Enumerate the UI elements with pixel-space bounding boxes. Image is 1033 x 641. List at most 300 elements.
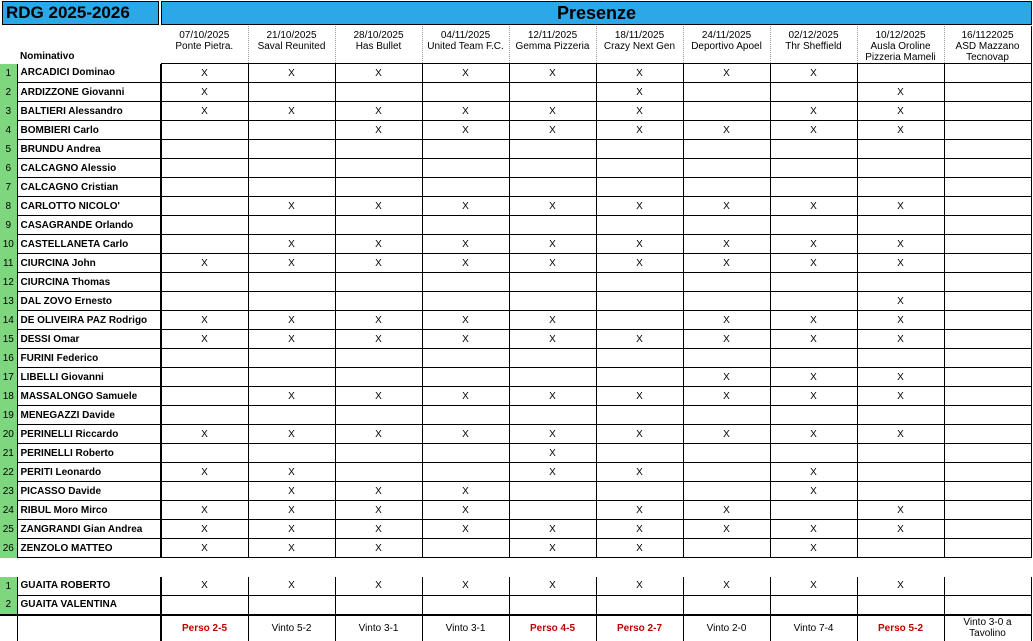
attendance-cell[interactable]	[857, 159, 944, 178]
attendance-cell[interactable]	[422, 292, 509, 311]
attendance-cell[interactable]	[161, 235, 248, 254]
attendance-cell[interactable]: X	[509, 577, 596, 596]
attendance-cell[interactable]: X	[770, 577, 857, 596]
attendance-cell[interactable]: X	[770, 330, 857, 349]
attendance-cell[interactable]: X	[857, 501, 944, 520]
attendance-cell[interactable]: X	[596, 387, 683, 406]
attendance-cell[interactable]	[683, 406, 770, 425]
attendance-cell[interactable]	[944, 425, 1031, 444]
attendance-cell[interactable]: X	[335, 539, 422, 558]
attendance-cell[interactable]	[944, 406, 1031, 425]
row-number[interactable]: 14	[0, 311, 17, 330]
attendance-cell[interactable]: X	[683, 311, 770, 330]
attendance-cell[interactable]: X	[770, 197, 857, 216]
attendance-cell[interactable]	[944, 292, 1031, 311]
attendance-cell[interactable]	[944, 216, 1031, 235]
match-header-cell[interactable]	[422, 26, 509, 64]
attendance-cell[interactable]	[683, 349, 770, 368]
row-number[interactable]: 5	[0, 140, 17, 159]
attendance-cell[interactable]: X	[596, 425, 683, 444]
player-name[interactable]: PERINELLI Roberto	[17, 444, 160, 463]
attendance-cell[interactable]	[509, 482, 596, 501]
attendance-cell[interactable]: X	[857, 520, 944, 539]
attendance-cell[interactable]: X	[770, 64, 857, 83]
attendance-cell[interactable]: X	[509, 425, 596, 444]
attendance-cell[interactable]	[683, 140, 770, 159]
attendance-cell[interactable]: X	[683, 425, 770, 444]
attendance-cell[interactable]	[248, 159, 335, 178]
attendance-cell[interactable]	[335, 596, 422, 615]
row-number[interactable]: 19	[0, 406, 17, 425]
attendance-cell[interactable]	[422, 140, 509, 159]
attendance-cell[interactable]	[248, 349, 335, 368]
attendance-cell[interactable]	[944, 159, 1031, 178]
attendance-cell[interactable]	[770, 83, 857, 102]
attendance-cell[interactable]: X	[509, 235, 596, 254]
attendance-cell[interactable]: X	[509, 444, 596, 463]
attendance-cell[interactable]: X	[683, 64, 770, 83]
attendance-cell[interactable]	[248, 444, 335, 463]
attendance-cell[interactable]: X	[770, 463, 857, 482]
attendance-cell[interactable]	[422, 273, 509, 292]
attendance-cell[interactable]: X	[335, 330, 422, 349]
attendance-cell[interactable]	[683, 482, 770, 501]
match-result[interactable]: Perso 2-7	[596, 615, 683, 641]
attendance-cell[interactable]: X	[509, 121, 596, 140]
row-number[interactable]: 4	[0, 121, 17, 140]
empty-cell[interactable]	[17, 615, 160, 641]
attendance-cell[interactable]	[944, 178, 1031, 197]
attendance-cell[interactable]	[944, 387, 1031, 406]
attendance-cell[interactable]	[683, 216, 770, 235]
attendance-cell[interactable]: X	[770, 539, 857, 558]
attendance-cell[interactable]: X	[770, 368, 857, 387]
attendance-cell[interactable]	[335, 159, 422, 178]
attendance-cell[interactable]: X	[857, 102, 944, 121]
attendance-cell[interactable]: X	[770, 254, 857, 273]
attendance-cell[interactable]	[509, 83, 596, 102]
row-number[interactable]: 12	[0, 273, 17, 292]
attendance-cell[interactable]: X	[335, 311, 422, 330]
match-result[interactable]: Perso 2-5	[161, 615, 248, 641]
attendance-cell[interactable]: X	[857, 83, 944, 102]
player-name[interactable]: BRUNDU Andrea	[17, 140, 160, 159]
attendance-cell[interactable]: X	[596, 121, 683, 140]
match-result[interactable]: Perso 5-2	[857, 615, 944, 641]
attendance-cell[interactable]	[509, 292, 596, 311]
attendance-cell[interactable]: X	[596, 197, 683, 216]
attendance-cell[interactable]: X	[161, 311, 248, 330]
attendance-cell[interactable]	[944, 463, 1031, 482]
attendance-cell[interactable]: X	[770, 482, 857, 501]
attendance-cell[interactable]: X	[509, 387, 596, 406]
row-number[interactable]: 21	[0, 444, 17, 463]
match-result[interactable]: Perso 4-5	[509, 615, 596, 641]
attendance-cell[interactable]	[422, 463, 509, 482]
attendance-cell[interactable]	[857, 273, 944, 292]
attendance-cell[interactable]	[248, 596, 335, 615]
row-number[interactable]: 2	[0, 596, 17, 615]
row-number[interactable]: 7	[0, 178, 17, 197]
attendance-cell[interactable]: X	[422, 577, 509, 596]
attendance-cell[interactable]: X	[683, 197, 770, 216]
attendance-cell[interactable]	[770, 501, 857, 520]
empty-cell[interactable]	[0, 615, 17, 641]
attendance-cell[interactable]	[509, 140, 596, 159]
attendance-cell[interactable]: X	[596, 83, 683, 102]
empty-cell[interactable]	[161, 558, 248, 577]
attendance-cell[interactable]: X	[422, 425, 509, 444]
attendance-cell[interactable]	[944, 330, 1031, 349]
player-name[interactable]: CALCAGNO Cristian	[17, 178, 160, 197]
player-name[interactable]: ZANGRANDI Gian Andrea	[17, 520, 160, 539]
attendance-cell[interactable]: X	[422, 501, 509, 520]
player-name[interactable]: LIBELLI Giovanni	[17, 368, 160, 387]
attendance-cell[interactable]	[770, 596, 857, 615]
row-number[interactable]: 13	[0, 292, 17, 311]
attendance-cell[interactable]: X	[248, 311, 335, 330]
attendance-cell[interactable]	[161, 197, 248, 216]
row-number[interactable]: 11	[0, 254, 17, 273]
attendance-cell[interactable]	[422, 368, 509, 387]
attendance-cell[interactable]: X	[770, 102, 857, 121]
attendance-cell[interactable]: X	[161, 577, 248, 596]
attendance-cell[interactable]: X	[770, 387, 857, 406]
attendance-cell[interactable]: X	[335, 64, 422, 83]
attendance-cell[interactable]	[944, 64, 1031, 83]
attendance-cell[interactable]	[596, 482, 683, 501]
attendance-cell[interactable]	[248, 83, 335, 102]
attendance-cell[interactable]	[161, 159, 248, 178]
attendance-cell[interactable]	[944, 501, 1031, 520]
attendance-cell[interactable]	[248, 406, 335, 425]
match-result[interactable]: Vinto 3-1	[422, 615, 509, 641]
attendance-cell[interactable]	[857, 349, 944, 368]
row-number[interactable]: 16	[0, 349, 17, 368]
player-name[interactable]: DE OLIVEIRA PAZ Rodrigo	[17, 311, 160, 330]
attendance-cell[interactable]: X	[422, 254, 509, 273]
attendance-cell[interactable]	[509, 349, 596, 368]
player-name[interactable]: MENEGAZZI Davide	[17, 406, 160, 425]
attendance-cell[interactable]: X	[248, 520, 335, 539]
attendance-cell[interactable]	[944, 235, 1031, 254]
attendance-cell[interactable]	[596, 368, 683, 387]
attendance-cell[interactable]: X	[335, 254, 422, 273]
attendance-cell[interactable]	[422, 178, 509, 197]
empty-cell[interactable]	[683, 558, 770, 577]
attendance-cell[interactable]: X	[335, 121, 422, 140]
attendance-cell[interactable]: X	[857, 121, 944, 140]
attendance-cell[interactable]: X	[422, 235, 509, 254]
row-number[interactable]: 22	[0, 463, 17, 482]
attendance-cell[interactable]: X	[248, 197, 335, 216]
match-header-cell[interactable]	[596, 26, 683, 64]
attendance-cell[interactable]: X	[683, 520, 770, 539]
attendance-cell[interactable]	[944, 482, 1031, 501]
attendance-cell[interactable]: X	[335, 482, 422, 501]
attendance-cell[interactable]: X	[248, 501, 335, 520]
attendance-cell[interactable]	[857, 140, 944, 159]
row-number[interactable]: 2	[0, 83, 17, 102]
row-number[interactable]: 17	[0, 368, 17, 387]
match-result[interactable]: Vinto 5-2	[248, 615, 335, 641]
attendance-cell[interactable]: X	[335, 520, 422, 539]
player-name[interactable]: MASSALONGO Samuele	[17, 387, 160, 406]
row-number[interactable]: 6	[0, 159, 17, 178]
player-name[interactable]: DESSI Omar	[17, 330, 160, 349]
attendance-cell[interactable]	[161, 444, 248, 463]
attendance-cell[interactable]: X	[248, 235, 335, 254]
attendance-cell[interactable]	[683, 444, 770, 463]
attendance-cell[interactable]: X	[683, 577, 770, 596]
attendance-cell[interactable]	[770, 406, 857, 425]
attendance-cell[interactable]	[335, 83, 422, 102]
attendance-cell[interactable]: X	[248, 539, 335, 558]
attendance-cell[interactable]	[857, 64, 944, 83]
attendance-cell[interactable]: X	[857, 368, 944, 387]
attendance-cell[interactable]: X	[161, 254, 248, 273]
attendance-cell[interactable]: X	[161, 102, 248, 121]
attendance-cell[interactable]: X	[161, 539, 248, 558]
attendance-cell[interactable]: X	[509, 197, 596, 216]
attendance-cell[interactable]: X	[335, 387, 422, 406]
row-number[interactable]: 25	[0, 520, 17, 539]
attendance-cell[interactable]	[857, 482, 944, 501]
attendance-cell[interactable]	[857, 539, 944, 558]
attendance-cell[interactable]	[248, 140, 335, 159]
attendance-cell[interactable]	[857, 216, 944, 235]
attendance-cell[interactable]	[944, 102, 1031, 121]
attendance-cell[interactable]: X	[509, 539, 596, 558]
player-name[interactable]: CASAGRANDE Orlando	[17, 216, 160, 235]
attendance-cell[interactable]	[596, 159, 683, 178]
match-header-cell[interactable]	[161, 26, 248, 64]
attendance-cell[interactable]: X	[422, 482, 509, 501]
attendance-cell[interactable]	[944, 83, 1031, 102]
attendance-cell[interactable]: X	[509, 102, 596, 121]
attendance-cell[interactable]	[857, 444, 944, 463]
attendance-cell[interactable]: X	[857, 330, 944, 349]
player-name[interactable]: RIBUL Moro Mirco	[17, 501, 160, 520]
player-name[interactable]: PERITI Leonardo	[17, 463, 160, 482]
attendance-cell[interactable]: X	[509, 311, 596, 330]
attendance-cell[interactable]	[509, 159, 596, 178]
row-number[interactable]: 9	[0, 216, 17, 235]
attendance-cell[interactable]: X	[422, 102, 509, 121]
attendance-cell[interactable]	[161, 368, 248, 387]
attendance-cell[interactable]: X	[161, 64, 248, 83]
attendance-cell[interactable]	[509, 596, 596, 615]
attendance-cell[interactable]	[509, 406, 596, 425]
row-number[interactable]: 1	[0, 64, 17, 83]
player-name[interactable]: PICASSO Davide	[17, 482, 160, 501]
attendance-cell[interactable]	[857, 178, 944, 197]
attendance-cell[interactable]: X	[596, 254, 683, 273]
attendance-cell[interactable]: X	[248, 463, 335, 482]
attendance-cell[interactable]	[944, 254, 1031, 273]
attendance-cell[interactable]	[683, 596, 770, 615]
attendance-cell[interactable]	[422, 349, 509, 368]
attendance-cell[interactable]	[335, 178, 422, 197]
sheet-title[interactable]: RDG 2025-2026	[2, 1, 159, 25]
attendance-cell[interactable]	[596, 292, 683, 311]
attendance-cell[interactable]	[683, 159, 770, 178]
attendance-cell[interactable]	[683, 102, 770, 121]
attendance-cell[interactable]	[248, 368, 335, 387]
row-number[interactable]: 23	[0, 482, 17, 501]
attendance-cell[interactable]	[944, 121, 1031, 140]
empty-cell[interactable]	[596, 558, 683, 577]
attendance-cell[interactable]	[335, 463, 422, 482]
player-name[interactable]: GUAITA VALENTINA	[17, 596, 160, 615]
player-name[interactable]: DAL ZOVO Ernesto	[17, 292, 160, 311]
attendance-cell[interactable]	[596, 140, 683, 159]
attendance-cell[interactable]	[770, 349, 857, 368]
match-result[interactable]: Vinto 7-4	[770, 615, 857, 641]
match-header-cell[interactable]	[683, 26, 770, 64]
attendance-cell[interactable]: X	[770, 425, 857, 444]
attendance-cell[interactable]: X	[857, 311, 944, 330]
match-header-cell[interactable]	[770, 26, 857, 64]
attendance-cell[interactable]	[509, 273, 596, 292]
match-header-cell[interactable]	[335, 26, 422, 64]
attendance-cell[interactable]: X	[335, 102, 422, 121]
attendance-cell[interactable]	[509, 178, 596, 197]
match-header-cell[interactable]	[857, 26, 944, 64]
attendance-cell[interactable]: X	[248, 330, 335, 349]
attendance-cell[interactable]: X	[596, 577, 683, 596]
attendance-cell[interactable]	[596, 216, 683, 235]
player-name[interactable]: CASTELLANETA Carlo	[17, 235, 160, 254]
attendance-cell[interactable]: X	[683, 387, 770, 406]
attendance-cell[interactable]: X	[683, 235, 770, 254]
attendance-cell[interactable]	[422, 83, 509, 102]
header-num-cell[interactable]	[0, 26, 17, 64]
attendance-cell[interactable]	[683, 83, 770, 102]
attendance-cell[interactable]	[248, 178, 335, 197]
attendance-cell[interactable]: X	[248, 254, 335, 273]
attendance-cell[interactable]	[596, 406, 683, 425]
attendance-cell[interactable]: X	[596, 520, 683, 539]
attendance-cell[interactable]	[161, 292, 248, 311]
match-header-cell[interactable]	[944, 26, 1031, 64]
row-number[interactable]: 8	[0, 197, 17, 216]
attendance-cell[interactable]: X	[857, 197, 944, 216]
attendance-cell[interactable]	[596, 444, 683, 463]
attendance-cell[interactable]: X	[770, 311, 857, 330]
attendance-cell[interactable]	[944, 311, 1031, 330]
attendance-cell[interactable]: X	[161, 501, 248, 520]
player-name[interactable]: FURINI Federico	[17, 349, 160, 368]
attendance-cell[interactable]: X	[335, 235, 422, 254]
attendance-cell[interactable]	[335, 140, 422, 159]
attendance-cell[interactable]: X	[596, 64, 683, 83]
attendance-cell[interactable]: X	[596, 501, 683, 520]
attendance-cell[interactable]: X	[422, 311, 509, 330]
attendance-cell[interactable]	[770, 159, 857, 178]
attendance-cell[interactable]	[335, 406, 422, 425]
empty-cell[interactable]	[248, 558, 335, 577]
attendance-cell[interactable]	[596, 349, 683, 368]
section-title[interactable]: Presenze	[161, 1, 1032, 25]
attendance-cell[interactable]: X	[857, 387, 944, 406]
attendance-cell[interactable]: X	[596, 330, 683, 349]
attendance-cell[interactable]: X	[161, 330, 248, 349]
empty-cell[interactable]	[335, 558, 422, 577]
empty-cell[interactable]	[857, 558, 944, 577]
row-number[interactable]: 18	[0, 387, 17, 406]
player-name[interactable]: ARDIZZONE Giovanni	[17, 83, 160, 102]
attendance-cell[interactable]: X	[683, 254, 770, 273]
attendance-cell[interactable]	[248, 121, 335, 140]
empty-cell[interactable]	[770, 558, 857, 577]
attendance-cell[interactable]	[770, 140, 857, 159]
attendance-cell[interactable]: X	[857, 254, 944, 273]
attendance-cell[interactable]	[944, 444, 1031, 463]
attendance-cell[interactable]: X	[422, 330, 509, 349]
attendance-cell[interactable]	[683, 463, 770, 482]
attendance-cell[interactable]	[683, 292, 770, 311]
attendance-cell[interactable]	[335, 216, 422, 235]
attendance-cell[interactable]: X	[770, 121, 857, 140]
attendance-cell[interactable]	[422, 539, 509, 558]
attendance-cell[interactable]: X	[422, 520, 509, 539]
attendance-cell[interactable]	[944, 140, 1031, 159]
attendance-cell[interactable]	[335, 444, 422, 463]
attendance-cell[interactable]	[161, 349, 248, 368]
attendance-cell[interactable]	[770, 273, 857, 292]
player-name[interactable]: GUAITA ROBERTO	[17, 577, 160, 596]
attendance-cell[interactable]: X	[596, 539, 683, 558]
player-name[interactable]: CALCAGNO Alessio	[17, 159, 160, 178]
attendance-cell[interactable]: X	[248, 425, 335, 444]
empty-cell[interactable]	[944, 558, 1031, 577]
attendance-cell[interactable]: X	[596, 235, 683, 254]
attendance-cell[interactable]: X	[596, 102, 683, 121]
attendance-cell[interactable]: X	[248, 482, 335, 501]
attendance-cell[interactable]	[248, 216, 335, 235]
attendance-cell[interactable]: X	[248, 102, 335, 121]
player-name[interactable]: BALTIERI Alessandro	[17, 102, 160, 121]
attendance-cell[interactable]: X	[161, 520, 248, 539]
attendance-cell[interactable]	[857, 406, 944, 425]
attendance-cell[interactable]: X	[248, 577, 335, 596]
empty-cell[interactable]	[0, 558, 17, 577]
attendance-cell[interactable]	[944, 349, 1031, 368]
attendance-cell[interactable]: X	[509, 64, 596, 83]
row-number[interactable]: 3	[0, 102, 17, 121]
match-result[interactable]: Vinto 2-0	[683, 615, 770, 641]
player-name[interactable]: CIURCINA Thomas	[17, 273, 160, 292]
attendance-cell[interactable]	[335, 273, 422, 292]
attendance-cell[interactable]	[161, 482, 248, 501]
attendance-cell[interactable]	[161, 178, 248, 197]
match-result[interactable]: Vinto 3-1	[335, 615, 422, 641]
attendance-cell[interactable]: X	[683, 121, 770, 140]
attendance-cell[interactable]: X	[161, 463, 248, 482]
attendance-cell[interactable]	[857, 463, 944, 482]
attendance-cell[interactable]: X	[161, 83, 248, 102]
attendance-cell[interactable]: X	[422, 197, 509, 216]
attendance-cell[interactable]	[683, 178, 770, 197]
player-name[interactable]: BOMBIERI Carlo	[17, 121, 160, 140]
attendance-cell[interactable]: X	[857, 292, 944, 311]
attendance-cell[interactable]	[335, 368, 422, 387]
attendance-cell[interactable]	[944, 520, 1031, 539]
empty-cell[interactable]	[17, 558, 160, 577]
player-name[interactable]: ZENZOLO MATTEO	[17, 539, 160, 558]
attendance-cell[interactable]: X	[422, 121, 509, 140]
